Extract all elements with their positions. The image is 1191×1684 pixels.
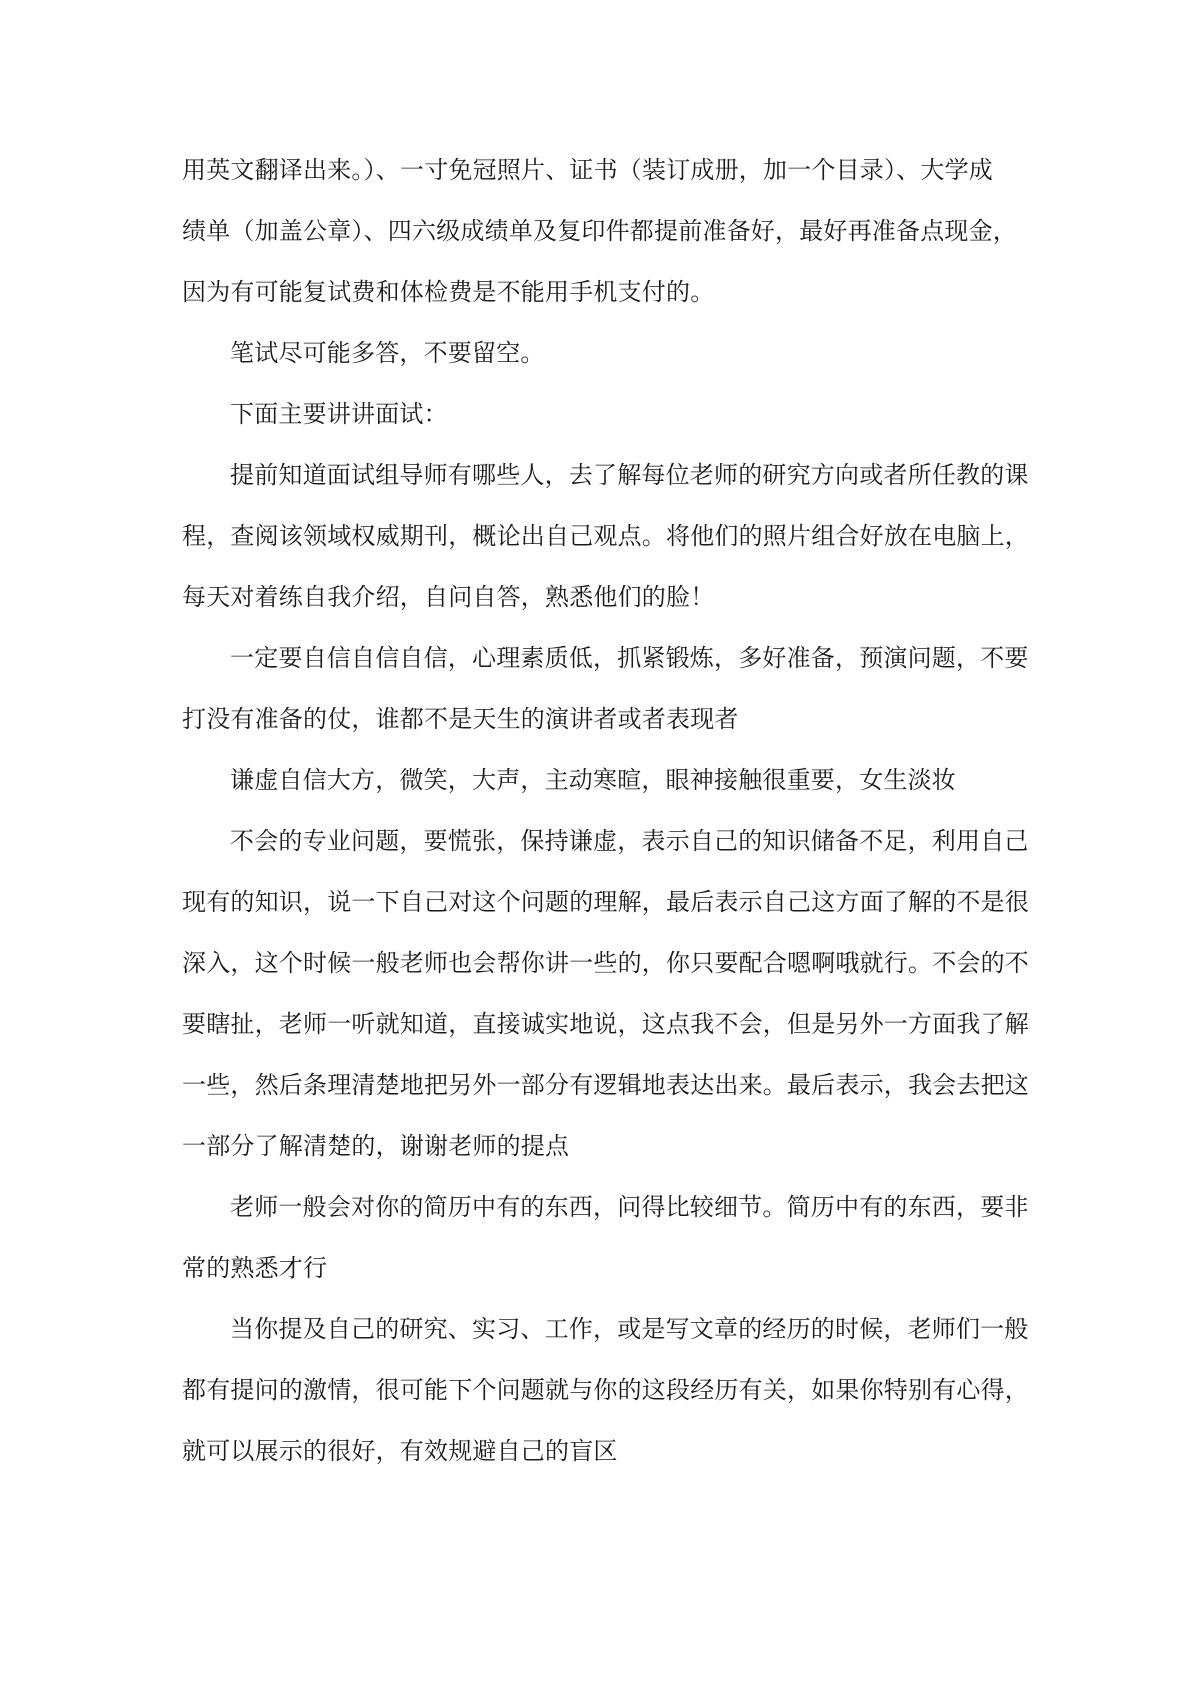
text-line: 谦虚自信大方，微笑，大声，主动寒暄，眼神接触很重要，女生淡妆 (230, 766, 956, 794)
text-line: 一定要自信自信自信，心理素质低，抓紧锻炼，多好准备，预演问题，不要 (230, 644, 1029, 672)
paragraph-experience (182, 1299, 1029, 1482)
paragraph-interview-intro (182, 384, 1022, 445)
document-body (182, 140, 1029, 1482)
paragraph-know-mentors (182, 445, 1029, 628)
text-line: 绩单（加盖公章）、四六级成绩单及复印件都提前准备好，最好再准备点现金， (182, 217, 1017, 245)
text-line: 一部分了解清楚的，谢谢老师的提点 (182, 1132, 570, 1160)
text-line: 打没有准备的仗，谁都不是天生的演讲者或者表现者 (182, 705, 739, 733)
text-line: 因为有可能复试费和体检费是不能用手机支付的。 (182, 278, 715, 306)
text-line: 常的熟悉才行 (182, 1254, 328, 1282)
text-line: 要瞎扯，老师一听就知道，直接诚实地说，这点我不会，但是另外一方面我了解 (182, 1010, 1029, 1038)
text-line: 一些，然后条理清楚地把另外一部分有逻辑地表达出来。最后表示，我会去把这 (182, 1071, 1029, 1099)
paragraph-manner (182, 750, 1022, 811)
text-line: 深入，这个时候一般老师也会帮你讲一些的，你只要配合嗯啊哦就行。不会的不 (182, 949, 1029, 977)
text-line: 都有提问的激情，很可能下个问题就与你的这段经历有关，如果你特别有心得， (182, 1376, 1029, 1404)
text-line: 现有的知识，说一下自己对这个问题的理解，最后表示自己这方面了解的不是很 (182, 888, 1029, 916)
text-line: 每天对着练自我介绍，自问自答，熟悉他们的脸！ (182, 583, 715, 611)
paragraph-unknown-questions (182, 811, 1029, 1177)
paragraph-confidence (182, 628, 1029, 750)
text-line: 程，查阅该领域权威期刊，概论出自己观点。将他们的照片组合好放在电脑上， (182, 522, 1029, 550)
text-line: 笔试尽可能多答，不要留空。 (230, 339, 545, 367)
text-line: 老师一般会对你的简历中有的东西，问得比较细节。简历中有的东西，要非 (230, 1193, 1029, 1221)
text-line: 下面主要讲讲面试： (230, 400, 448, 428)
text-line: 就可以展示的很好，有效规避自己的盲区 (182, 1437, 618, 1465)
paragraph-written-test (182, 323, 1022, 384)
text-line: 提前知道面试组导师有哪些人，去了解每位老师的研究方向或者所任教的课 (230, 461, 1029, 489)
text-line: 当你提及自己的研究、实习、工作，或是写文章的经历的时候，老师们一般 (230, 1315, 1029, 1343)
paragraph-materials (182, 140, 1022, 323)
text-line: 用英文翻译出来。）、一寸免冠照片、证书（装订成册，加一个目录）、大学成 (182, 156, 993, 184)
text-line: 不会的专业问题，要慌张，保持谦虚，表示自己的知识储备不足，利用自己 (230, 827, 1029, 855)
paragraph-resume (182, 1177, 1029, 1299)
